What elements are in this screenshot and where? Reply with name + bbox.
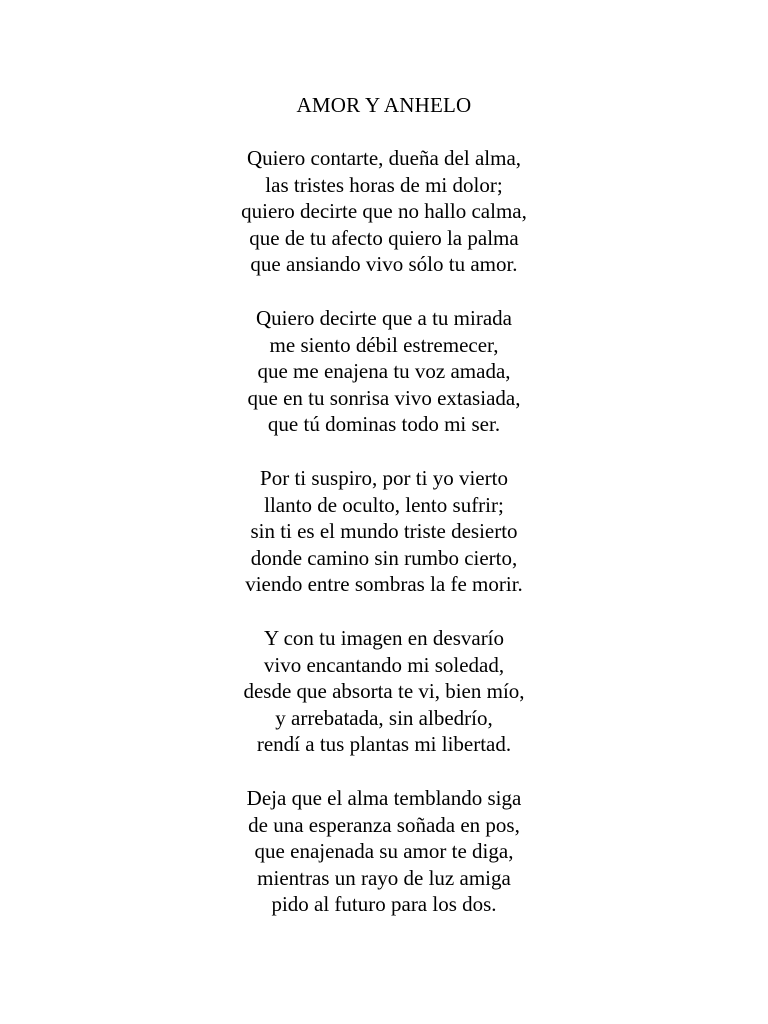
poem-line: que me enajena tu voz amada, [257,359,511,383]
poem-line: de una esperanza soñada en pos, [248,812,520,837]
poem-line: Deja que el alma temblando siga [246,786,522,810]
poem-line: quiero decirte que no hallo calma, [241,199,527,223]
poem-line: que de tu afecto quiero la palma [249,225,519,250]
stanza-2 [0,305,768,438]
poem-line: Quiero decirte que a tu mirada [256,306,512,330]
poem-line: que enajenada su amor te diga, [254,839,514,863]
poem-line: Por ti suspiro, por ti yo vierto [260,466,508,490]
stanza-4 [0,625,768,758]
poem-line: desde que absorta te vi, bien mío, [243,679,525,703]
poem-line: donde camino sin rumbo cierto, [250,545,518,570]
stanza-5 [0,785,768,918]
poem-title: AMOR Y ANHELO [296,93,472,117]
poem-line: Quiero contarte, dueña del alma, [246,146,522,170]
stanza-1 [0,145,768,278]
poem-line: que en tu sonrisa vivo extasiada, [247,385,521,410]
poem-line: las tristes horas de mi dolor; [265,172,503,197]
poem-line: viendo entre sombras la fe morir. [245,572,523,596]
poem-line: Y con tu imagen en desvarío [263,626,505,650]
poem-line: llanto de oculto, lento sufrir; [264,492,504,517]
poem-line: rendí a tus plantas mi libertad. [256,732,512,756]
poem-line: y arrebatada, sin albedrío, [275,705,493,730]
poem-line: sin ti es el mundo triste desierto [250,519,518,543]
poem-line: vivo encantando mi soledad, [263,652,505,677]
poem-line: pido al futuro para los dos. [271,892,497,916]
poem-line: me siento débil estremecer, [269,332,499,357]
poem-line: que ansiando vivo sólo tu amor. [250,252,518,276]
poem-line: que tú dominas todo mi ser. [267,412,501,436]
poem-line: mientras un rayo de luz amiga [257,865,511,890]
stanza-3 [0,465,768,598]
